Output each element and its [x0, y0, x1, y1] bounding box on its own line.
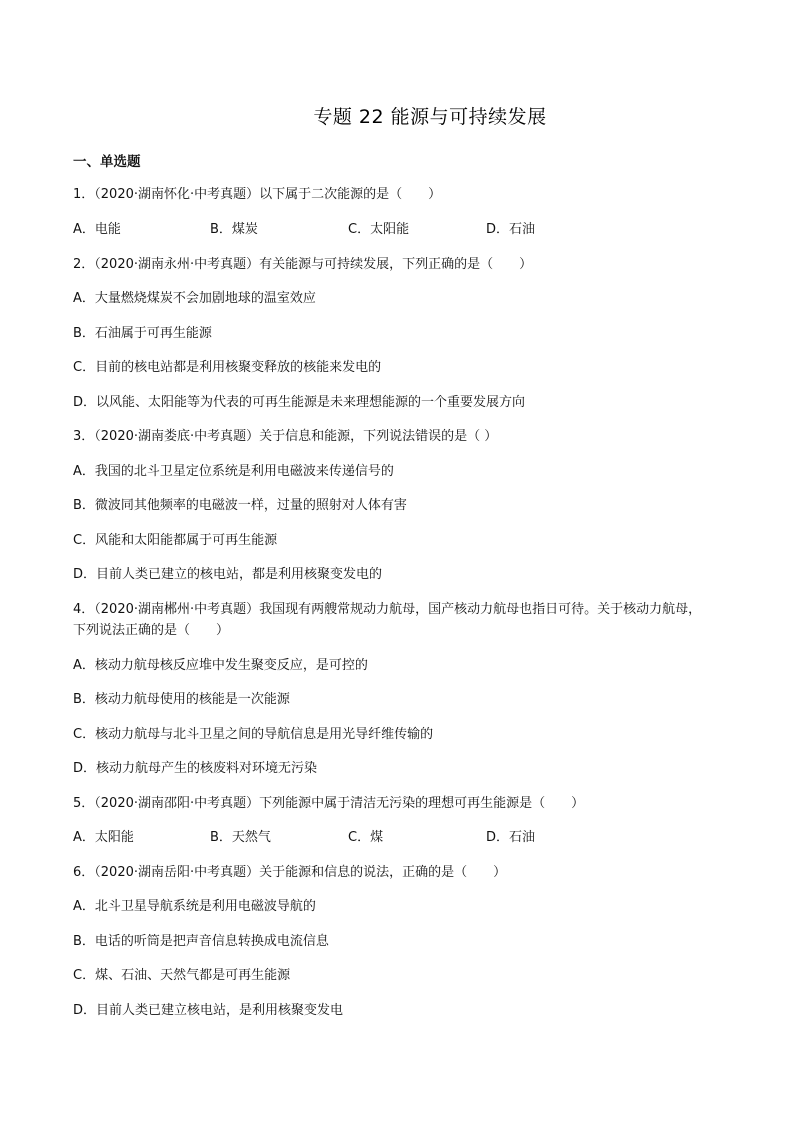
question-3-option-a: A．我国的北斗卫星定位系统是利用电磁波来传递信号的	[73, 464, 394, 479]
question-2-stem: 2．（2020·湖南永州·中考真题）有关能源与可持续发展，下列正确的是（ ）	[73, 257, 533, 272]
page-title: 专题 22 能源与可持续发展	[313, 106, 547, 128]
question-5-options	[73, 828, 773, 848]
question-5-option-a: A．太阳能	[73, 830, 134, 845]
question-3-stem: 3．（2020·湖南娄底·中考真题）关于信息和能源，下列说法错误的是（ ）	[73, 429, 498, 444]
question-4-option-c: C．核动力航母与北斗卫星之间的导航信息是用光导纤维传输的	[73, 727, 434, 742]
question-2-option-a: A．大量燃烧煤炭不会加剧地球的温室效应	[73, 291, 316, 306]
question-6-option-d: D．目前人类已建立核电站，是利用核聚变发电	[73, 1003, 344, 1018]
question-6-option-c: C．煤、石油、天然气都是可再生能源	[73, 968, 291, 983]
question-4-stem-line-1: 4．（2020·湖南郴州·中考真题）我国现有两艘常规动力航母，国产核动力航母也指日可待。关于核动力航母，	[73, 602, 702, 617]
question-2-option-b: B．石油属于可再生能源	[73, 326, 212, 341]
section-heading: 一、单选题	[73, 154, 141, 170]
question-5-option-d: D．石油	[486, 830, 536, 845]
question-1-option-d: D．石油	[486, 222, 536, 237]
question-6-option-a: A．北斗卫星导航系统是利用电磁波导航的	[73, 899, 316, 914]
question-5-option-b: B．天然气	[210, 830, 271, 845]
question-1-options	[73, 220, 773, 240]
question-4-option-b: B．核动力航母使用的核能是一次能源	[73, 692, 290, 707]
question-6-option-b: B．电话的听筒是把声音信息转换成电流信息	[73, 934, 329, 949]
question-3-option-d: D．目前人类已建立的核电站，都是利用核聚变发电的	[73, 567, 383, 582]
question-2-option-c: C．目前的核电站都是利用核聚变释放的核能来发电的	[73, 360, 382, 375]
question-1-option-b: B．煤炭	[210, 222, 258, 237]
question-3-option-c: C．风能和太阳能都属于可再生能源	[73, 533, 278, 548]
question-1-stem: 1．（2020·湖南怀化·中考真题）以下属于二次能源的是（ ）	[73, 187, 442, 202]
question-5-option-c: C．煤	[348, 830, 384, 845]
question-6-stem: 6．（2020·湖南岳阳·中考真题）关于能源和信息的说法，正确的是（ ）	[73, 865, 507, 880]
question-3-option-b: B．微波同其他频率的电磁波一样，过量的照射对人体有害	[73, 498, 407, 513]
question-1-option-a: A．电能	[73, 222, 121, 237]
question-4-option-a: A．核动力航母核反应堆中发生聚变反应，是可控的	[73, 658, 368, 673]
question-2-option-d: D．以风能、太阳能等为代表的可再生能源是未来理想能源的一个重要发展方向	[73, 395, 526, 410]
question-1-option-c: C．太阳能	[348, 222, 410, 237]
question-4-option-d: D．核动力航母产生的核废料对环境无污染	[73, 761, 318, 776]
question-5-stem: 5．（2020·湖南邵阳·中考真题）下列能源中属于清洁无污染的理想可再生能源是（ ）	[73, 796, 585, 811]
question-4-stem-line-2: 下列说法正确的是（ ）	[73, 623, 230, 638]
